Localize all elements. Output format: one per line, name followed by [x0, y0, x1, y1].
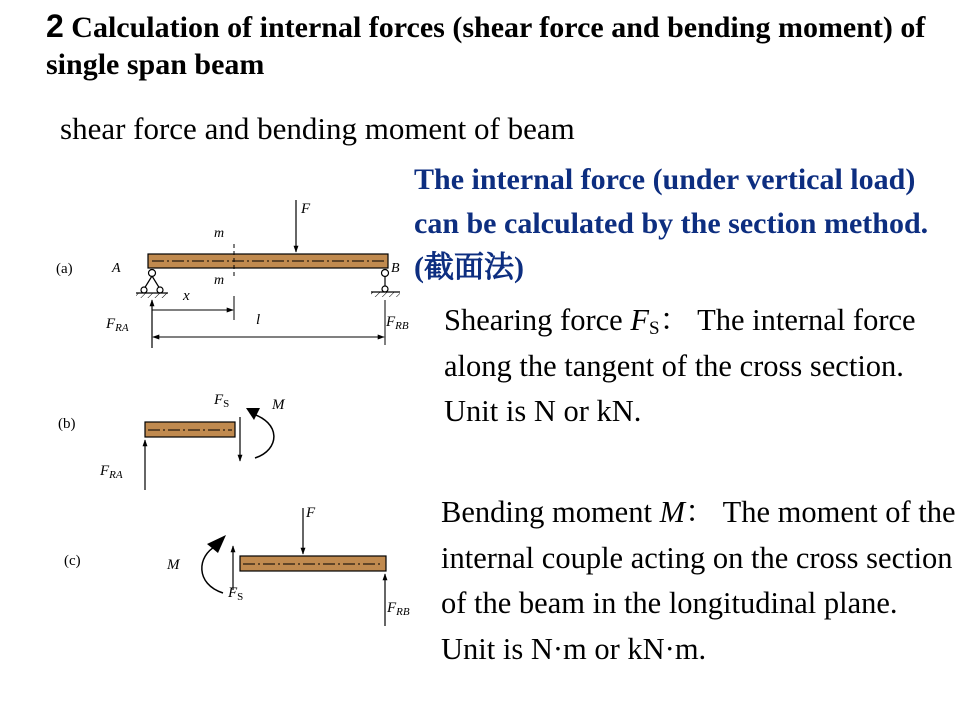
section-number: 2 [46, 8, 64, 44]
shear-label-c [227, 585, 243, 603]
moment-colon: ： [685, 495, 716, 529]
reaction-rb-sub: RA [109, 469, 123, 481]
diagram-c-label: (c) [64, 553, 81, 569]
moment-symbol: M [659, 495, 685, 529]
reaction-c-sub: RB [396, 606, 410, 618]
shear-symbol: F [630, 303, 649, 337]
section-label-top: m [214, 226, 225, 241]
reaction-a-label [105, 316, 129, 334]
shear-c-symbol: F [228, 585, 238, 601]
moment-rest: The moment of the internal couple acting on the cross section of the beam in the longitudinal plane. Unit is N·m or kN·m. [441, 495, 956, 666]
shear-symbol-sub: S [648, 318, 660, 339]
moment-arc-b [250, 413, 274, 458]
moment-arrowhead-b [246, 408, 260, 420]
reaction-b-sub: RB [395, 320, 409, 332]
shear-c-sub: S [237, 591, 244, 603]
diagram-a-label: (a) [56, 261, 73, 277]
reaction-c-label [386, 600, 410, 618]
span-label: l [256, 312, 261, 328]
note-text: The internal force (under vertical load) can be calculated by the section method.( [414, 163, 929, 284]
reaction-c-symbol: F [387, 600, 397, 616]
shear-colon: ： [659, 303, 691, 337]
subtitle: shear force and bending moment of beam [60, 111, 575, 146]
shear-lead: Shearing force [444, 303, 631, 337]
moment-lead: Bending moment [441, 495, 660, 529]
moment-label-b: M [272, 397, 285, 413]
title-text: Calculation of internal forces (shear force and bending moment) of single span beam [46, 11, 926, 81]
load-label-a: F [301, 201, 311, 217]
shear-label-b [213, 392, 229, 410]
diagram-b [58, 392, 286, 490]
diagram-a [56, 200, 409, 348]
note-chinese: 截面法 [424, 250, 514, 285]
reaction-rb-label [99, 463, 123, 481]
reaction-b-label [385, 314, 409, 332]
shear-rest: The internal force along the tangent of the cross section. Unit is N or kN. [444, 303, 916, 428]
reaction-a-sub: RA [115, 322, 129, 334]
pin-support-a [136, 270, 168, 299]
reaction-b-symbol: F [386, 314, 396, 330]
shear-b-symbol: F [214, 392, 224, 408]
reaction-rb-symbol: F [100, 463, 110, 479]
support-b-label: B [391, 261, 400, 276]
support-a-label: A [112, 261, 121, 276]
section-label-bottom: m [214, 273, 225, 288]
note-close: ) [514, 251, 524, 284]
moment-arc-c [202, 546, 223, 593]
moment-label-c: M [167, 557, 180, 573]
load-label-c: F [306, 505, 316, 521]
diagram-c [64, 505, 410, 626]
x-label: x [183, 288, 190, 304]
reaction-a-symbol: F [106, 316, 116, 332]
shear-b-sub: S [223, 398, 230, 410]
diagram-b-label: (b) [58, 416, 76, 432]
